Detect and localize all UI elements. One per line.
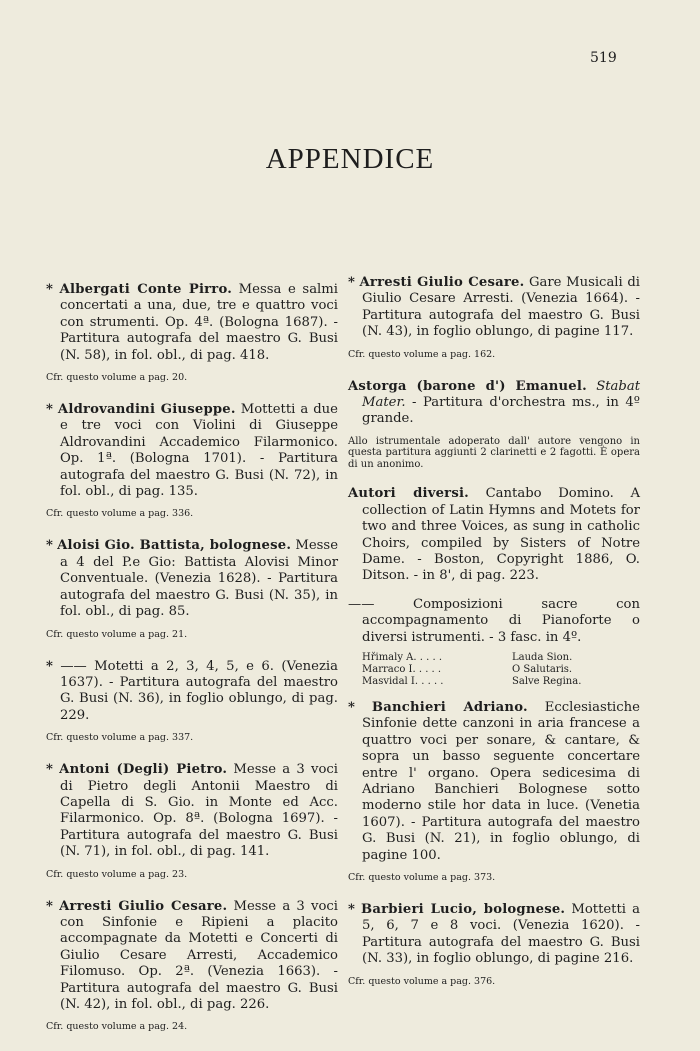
list-item-title: Lauda Sion. <box>512 652 573 663</box>
entry-description: Gare Musicali di Giulio Cesare Arresti. (Venezia 1664). - Partitura autografa del maestro G. Busi (N. 43), in foglio oblungo, di pagine 117. <box>362 275 640 340</box>
entry-composer: Astorga (barone d') Emanuel. <box>348 378 587 394</box>
catalog-entry-banchieri <box>348 700 640 864</box>
catalog-entry-arresti-gare <box>348 275 640 341</box>
entry-description: Messe a 4 del P.e Gio: Battista Alovisi Minor Conventuale. (Venezia 1628). - Partitura autografa del maestro G. Busi (N. 35), in fol. obl., di pag. 85. <box>60 538 339 620</box>
catalog-entry-albergati <box>46 282 338 364</box>
asterisk-marker: * <box>46 538 53 554</box>
cross-reference: Cfr. questo volume a pag. 24. <box>46 1021 188 1033</box>
entry-composer: Albergati Conte Pirro. <box>59 282 233 297</box>
catalog-entry-autori <box>348 486 640 584</box>
catalog-entry-astorga <box>348 379 640 428</box>
left-column <box>46 282 338 1051</box>
cross-reference: Cfr. questo volume a pag. 336. <box>46 508 194 520</box>
asterisk-marker: * <box>46 898 53 914</box>
list-item-author: Marraco I. . . . . <box>362 664 442 675</box>
list-item-title: O Salutaris. <box>512 664 573 675</box>
cross-reference: Cfr. questo volume a pag. 20. <box>46 372 188 384</box>
catalog-entry-aloisi <box>46 538 338 620</box>
entry-composer: Arresti Giulio Cesare. <box>359 275 525 290</box>
cross-reference: Cfr. questo volume a pag. 23. <box>46 868 188 880</box>
list-item <box>362 676 622 688</box>
cross-reference: Cfr. questo volume a pag. 162. <box>348 348 496 360</box>
asterisk-marker: * <box>46 402 53 418</box>
cross-reference: Cfr. questo volume a pag. 376. <box>348 975 496 987</box>
entry-composer: Aloisi Gio. Battista, bolognese. <box>57 538 292 554</box>
entry-description: Ecclesiastiche Sinfonie dette canzoni in aria francese a quattro voci per sonare, & cantare, & sopra un basso seguente concertare entre l' organo. Opera sedicesima di Adriano Banchieri Bolognese sotto moderno stile hor data in luce. (Venetia 1607). - Partitura autografa del maestro G. Busi (N. 21), in foglio oblungo, di pagine 100. <box>362 700 640 863</box>
entry-description: Cantabo Domino. A collection of Latin Hymns and Motets for two and three Voices, as sung in catholic Choirs, compiled by Sisters of Notre Dame. - Boston, Copyright 1886, O. Ditson. - in 8', di pag. 223. <box>362 486 640 584</box>
catalog-entry-antoni <box>46 762 338 860</box>
catalog-entry-aldrovandini <box>46 402 338 500</box>
entry-description: Motetti a 2, 3, 4, 5, e 6. (Venezia 1637). - Partitura autografa del maestro G. Busi (N. 36), in foglio oblungo, di pag. 229. <box>60 658 338 723</box>
entry-description: Composizioni sacre con accompagnamento di Pianoforte o diversi istrumenti. - 3 fasc. in 4º. <box>362 596 640 645</box>
entry-composer: Banchieri Adriano. <box>371 700 528 715</box>
list-item-author: Masvidal I. . . . . <box>362 676 444 687</box>
entry-description: Messe a 3 voci con Sinfonie e Ripieni a placito accompagnate da Motetti e Concerti di Giulio Cesare Arresti, Accademico Filomuso. Op. 2ª. (Venezia 1663). - Partitura autografa del maestro G. Busi (N. 42), in fol. obl., di pag. 226. <box>60 898 338 1012</box>
entry-note: Allo istrumentale adoperato dall' autore vengono in questa partitura aggiunti 2 clarinetti e 2 fagotti. È opera di un anonimo. <box>348 435 640 470</box>
entry-composer: Autori diversi. <box>348 486 469 502</box>
cross-reference: Cfr. questo volume a pag. 21. <box>46 628 188 640</box>
list-item <box>362 664 622 676</box>
list-item <box>362 652 622 664</box>
entry-composer: Aldrovandini Giuseppe. <box>57 402 236 418</box>
cross-reference: Cfr. questo volume a pag. 373. <box>348 872 496 884</box>
entry-description: Mottetti a 5, 6, 7 e 8 voci. (Venezia 1620). - Partitura autografa del maestro G. Busi (N. 33), in foglio oblungo, di pagine 216. <box>362 902 640 967</box>
entry-composer: Arresti Giulio Cesare. <box>59 898 228 914</box>
list-item-author: Hřimaly A. . . . . <box>362 652 442 663</box>
entry-description: Messe a 3 voci di Pietro degli Antonii Maestro di Capella di S. Gio. in Monte ed Acc. Filarmonico. Op. 8ª. (Bologna 1697). - Partitura autografa del maestro G. Busi (N. 71), in fol. obl., di pag. 141. <box>60 762 338 860</box>
entry-description: - Partitura d'orchestra ms., in 4º grande. <box>362 395 640 427</box>
entry-composer: Antoni (Degli) Pietro. <box>59 762 228 778</box>
asterisk-marker: * <box>348 902 355 918</box>
list-item-title: Salve Regina. <box>512 676 582 687</box>
entry-description: Mottetti a due e tre voci con Violini di Giuseppe Aldrovandini Accademico Filarmonico. Op. 1ª. (Bologna 1701). - Partitura autografa del maestro G. Busi (N. 72), in fol. obl., di pag. 135. <box>60 402 338 500</box>
ditto-dash: —— <box>60 658 87 674</box>
page-number: 519 <box>590 50 617 66</box>
ditto-dash: —— <box>348 596 375 612</box>
catalog-entry-aloisi-motetti <box>46 659 338 725</box>
asterisk-marker: * <box>46 282 53 297</box>
right-column <box>348 275 640 1006</box>
asterisk-marker: * <box>348 275 355 290</box>
page-title: APPENDICE <box>265 143 435 175</box>
catalog-entry-arresti <box>46 899 338 1014</box>
contents-list <box>362 652 622 688</box>
asterisk-marker: * <box>46 762 53 778</box>
entry-composer: Barbieri Lucio, bolognese. <box>361 902 566 918</box>
catalog-entry-barbieri <box>348 902 640 968</box>
work-title: Stabat Mater. <box>362 378 640 411</box>
entry-description: Messa e salmi concertati a una, due, tre e quattro voci con strumenti. Op. 4ª. (Bologna 1687). - Partitura autografa del maestro G. Busi (N. 58), in fol. obl., di pag. 418. <box>60 282 338 363</box>
asterisk-marker: * <box>46 658 53 674</box>
asterisk-marker: * <box>348 700 355 715</box>
catalog-entry-composizioni <box>348 597 640 646</box>
cross-reference: Cfr. questo volume a pag. 337. <box>46 732 194 744</box>
